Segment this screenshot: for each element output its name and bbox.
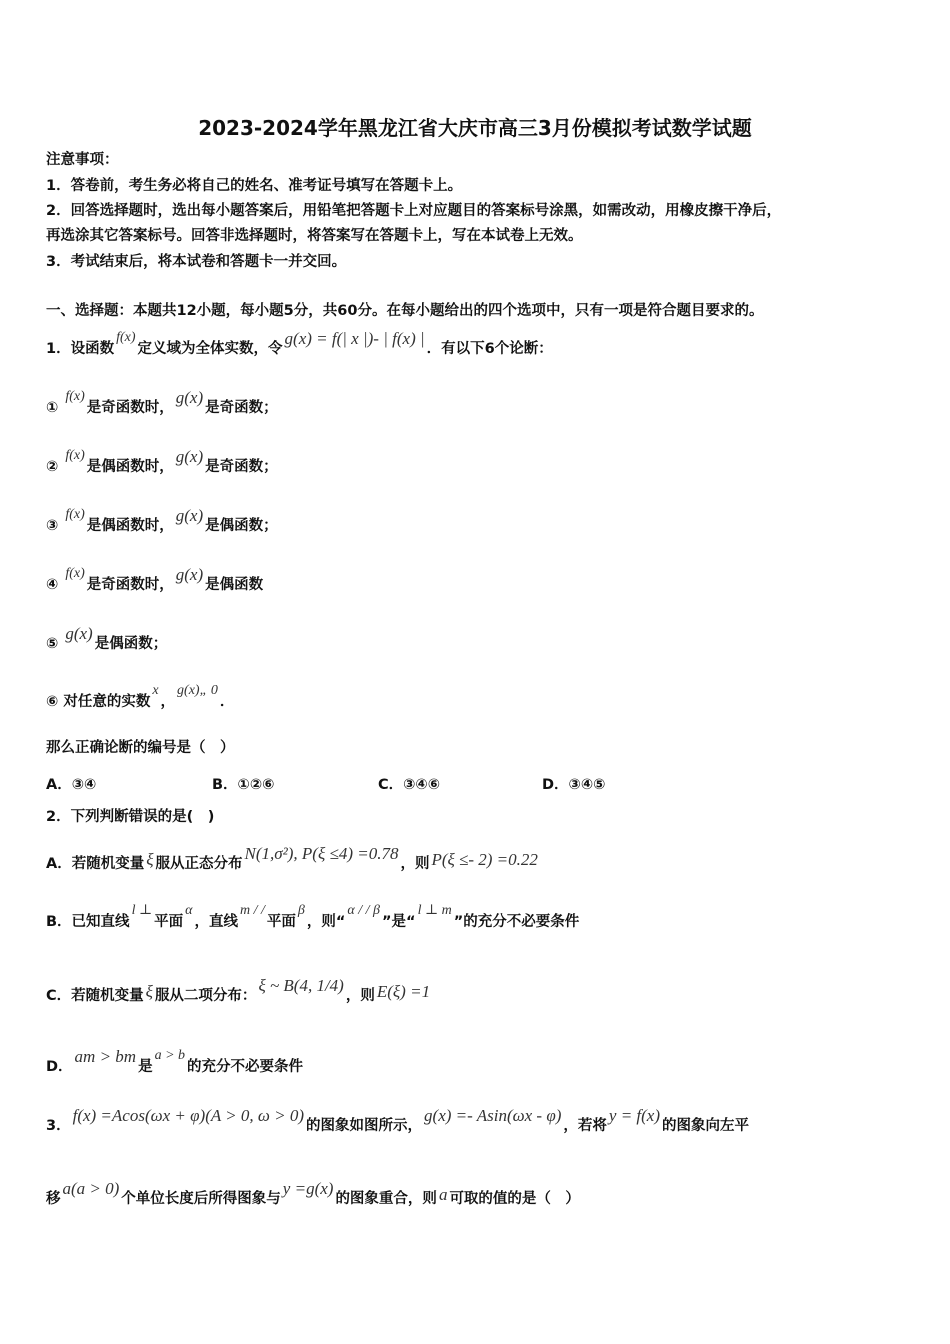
text-segment: 服从正态分布 (155, 856, 243, 872)
math-formula: g(x) =- Asin(ωx - φ) (424, 1106, 562, 1125)
math-formula: g(x) (175, 388, 204, 407)
statement-6 (46, 683, 235, 713)
text-segment: 2．下列判断错误的是( ) (46, 809, 215, 825)
math-formula: x (152, 683, 159, 698)
question-2-option-c (46, 976, 432, 1006)
statement-4 (46, 565, 264, 596)
statement-5 (46, 624, 168, 654)
question-2-option-d (46, 1047, 304, 1078)
text-segment: 是奇函数； (205, 400, 278, 416)
math-formula: g(x) (175, 447, 204, 466)
question-1-ask (46, 738, 235, 758)
text-segment: 是偶函数时， (86, 459, 174, 475)
text-segment: 是奇函数时， (86, 577, 174, 593)
math-formula: ξ (145, 982, 153, 1001)
text-segment: 是偶函数时， (86, 518, 174, 534)
statement-3 (46, 506, 278, 537)
text-segment: 平面 (154, 914, 184, 930)
text-segment: ，则 (345, 988, 375, 1004)
text-segment: 的图象向左平 (662, 1118, 750, 1134)
q1-option-b: B．①②⑥ (212, 777, 275, 793)
question-2-option-b (46, 903, 580, 933)
question-3-stem (46, 1106, 750, 1136)
text-segment: D． (46, 1059, 73, 1075)
math-formula: g(x) (175, 506, 204, 525)
math-formula: α / / β (347, 903, 380, 918)
math-formula: ξ (146, 850, 154, 869)
math-formula: l ⊥ (131, 903, 153, 918)
text-segment: 一、选择题：本题共12小题，每小题5分，共60分。在每小题给出的四个选项中，只有一项是符合题目要求的。 (46, 303, 764, 319)
notice-item-1 (46, 176, 462, 196)
math-formula: y = f(x) (608, 1106, 661, 1125)
text-segment: B．已知直线 (46, 914, 130, 930)
text-segment: 是奇函数时， (86, 400, 174, 416)
math-formula: g(x)„ 0 (177, 683, 218, 698)
question-2-stem (46, 807, 214, 827)
math-formula: f(x) (65, 448, 85, 463)
notice-heading (46, 150, 119, 170)
text-segment: ⑥ 对任意的实数 (46, 694, 151, 710)
math-formula: a > b (154, 1048, 186, 1063)
q1-option-a: A．③④ (46, 777, 97, 793)
text-segment: 是偶函数 (205, 577, 264, 593)
text-segment: 可取的值的是（ ） (449, 1191, 580, 1207)
section-heading (46, 301, 763, 321)
text-segment: ． (219, 694, 235, 710)
text-segment: ”的充分不必要条件 (453, 914, 580, 930)
text-segment: 1．答卷前，考生务必将自己的姓名、准考证号填写在答题卡上。 (46, 178, 463, 194)
text-segment: 移 (46, 1191, 61, 1207)
text-segment: 3． (46, 1118, 71, 1134)
text-segment: 2．回答选择题时，选出每小题答案后，用铅笔把答题卡上对应题目的答案标号涂黑，如需改动，用橡皮擦干净后， (46, 203, 782, 219)
statement-2 (46, 447, 278, 478)
math-formula: g(x) = f(| x |)- | f(x) | (284, 329, 425, 348)
math-formula: l ⊥ m (417, 903, 452, 918)
text-segment: 是奇函数； (205, 459, 278, 475)
text-segment: C．若随机变量 (46, 988, 144, 1004)
text-segment: ③ (46, 518, 64, 534)
math-formula: N(1,σ²), P(ξ ≤4) =0.78 (244, 844, 399, 863)
q1-option-d: D．③④⑤ (542, 777, 606, 793)
text-segment: ，则“ (306, 914, 346, 930)
math-formula: a (438, 1185, 448, 1204)
math-formula: P(ξ ≤- 2) =0.22 (431, 850, 538, 869)
math-formula: f(x) (65, 389, 85, 404)
text-segment: 3．考试结束后，将本试卷和答题卡一并交回。 (46, 254, 347, 270)
text-segment: 平面 (266, 914, 296, 930)
math-formula: am > bm (74, 1047, 137, 1066)
math-formula: E(ξ) =1 (376, 982, 431, 1001)
text-segment: ，直线 (194, 914, 238, 930)
question-1-stem (46, 329, 553, 360)
math-formula: f(x) (116, 330, 136, 345)
text-segment: 是偶函数； (94, 636, 168, 652)
text-segment: ⑤ (46, 636, 64, 652)
text-segment: 的充分不必要条件 (187, 1059, 304, 1075)
text-segment: 的图象重合，则 (335, 1191, 437, 1207)
question-2-option-a (46, 844, 540, 874)
math-formula: f(x) (65, 566, 85, 581)
text-segment: ④ (46, 577, 64, 593)
text-segment: ，则 (400, 856, 430, 872)
page-title: 2023-2024学年黑龙江省大庆市高三3月份模拟考试数学试题 (198, 116, 752, 140)
text-segment: 服从二项分布： (154, 988, 257, 1004)
text-segment: ，若将 (563, 1118, 607, 1134)
text-segment: ．有以下6个论断： (426, 341, 553, 357)
math-formula: f(x) (65, 507, 85, 522)
text-segment: 个单位长度后所得图象与 (121, 1191, 281, 1207)
text-segment: 是 (138, 1059, 153, 1075)
text-segment: ② (46, 459, 64, 475)
math-formula: β (297, 903, 305, 918)
text-segment: A．若随机变量 (46, 856, 145, 872)
q1-option-c: C．③④⑥ (378, 777, 440, 793)
text-segment: ① (46, 400, 64, 416)
text-segment: 注意事项： (46, 152, 119, 168)
notice-item-2 (46, 201, 781, 221)
text-segment: ， (160, 694, 176, 710)
math-formula: g(x) (175, 565, 204, 584)
notice-item-3 (46, 252, 346, 272)
notice-item-2-cont (46, 226, 583, 246)
math-formula: m / / (239, 903, 265, 918)
text-segment: 定义域为全体实数，令 (137, 341, 283, 357)
math-formula: f(x) =Acos(ωx + φ)(A > 0, ω > 0) (72, 1106, 305, 1125)
statement-1 (46, 388, 278, 419)
math-formula: y =g(x) (282, 1179, 334, 1198)
math-formula: ξ ~ B(4, 1/4) (258, 976, 344, 995)
math-formula: g(x) (65, 624, 93, 643)
text-segment: ”是“ (382, 914, 416, 930)
text-segment: 的图象如图所示， (306, 1118, 423, 1134)
math-formula: a(a > 0) (62, 1179, 120, 1198)
text-segment: 1．设函数 (46, 341, 115, 357)
question-3-stem-cont (46, 1179, 580, 1209)
text-segment: 是偶函数； (205, 518, 278, 534)
text-segment: 再选涂其它答案标号。回答非选择题时，将答案写在答题卡上，写在本试卷上无效。 (46, 228, 583, 244)
math-formula: α (185, 903, 193, 918)
text-segment: 那么正确论断的编号是（ ） (46, 740, 235, 756)
